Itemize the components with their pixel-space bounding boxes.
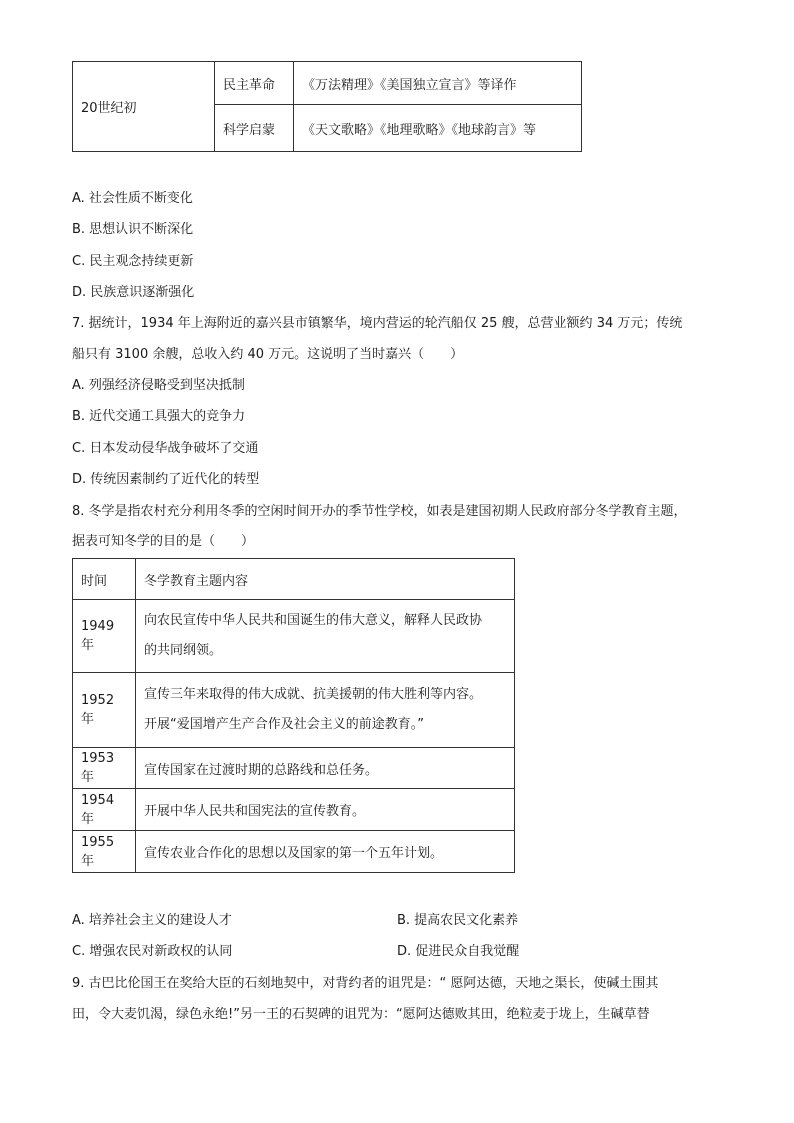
- content-line: 的共同纲领。: [144, 643, 223, 658]
- q6-option-b: B. 思想认识不断深化: [72, 222, 194, 237]
- q7-option-b: B. 近代交通工具强大的竞争力: [72, 409, 246, 424]
- table-row: [73, 831, 515, 873]
- table-row: [73, 600, 515, 673]
- content-cell: 《万法精理》《美国独立宣言》等译作: [294, 62, 582, 105]
- table-row: [73, 673, 515, 748]
- q7-stem-line1: 7. 据统计，1934 年上海附近的嘉兴县市镇繁华，境内营运的轮汽船仅 25 艘，总营业额约 34 万元；传统: [72, 316, 683, 331]
- content-line: 宣传国家在过渡时期的总路线和总任务。: [136, 748, 515, 789]
- q8-stem-line2: 据表可知冬学的目的是（ ）: [72, 534, 255, 549]
- q9-stem-line2: 田，令大麦饥渴，绿色永绝!”另一王的石契碑的诅咒为：“愿阿达德败其田，绝粒麦于垅上，生碱草替: [72, 1007, 650, 1022]
- content-line: 向农民宣传中华人民共和国诞生的伟大意义，解释人民政协: [144, 613, 483, 628]
- year-cell: 1955 年: [73, 831, 136, 873]
- q6-option-c: C. 民主观念持续更新: [72, 254, 194, 269]
- q6-option-a: A. 社会性质不断变化: [72, 191, 193, 206]
- top-table: [72, 61, 582, 152]
- year-cell: 1952 年: [73, 673, 136, 748]
- q6-option-d: D. 民族意识逐渐强化: [72, 285, 195, 300]
- q9-stem-line1: 9. 古巴比伦国王在奖给大臣的石刻地契中，对背约者的诅咒是：“ 愿阿达德，天地之渠长，使碱土围其: [72, 976, 659, 991]
- q8-option-d: D. 促进民众自我觉醒: [397, 944, 520, 959]
- table-row: [73, 789, 515, 831]
- category-cell: 科学启蒙: [215, 105, 294, 152]
- content-line: 宣传农业合作化的思想以及国家的第一个五年计划。: [136, 831, 515, 873]
- category-cell: 民主革命: [215, 62, 294, 105]
- content-cell: 《天文歌略》《地理歌略》《地球韵言》等: [294, 105, 582, 152]
- table-header: 时间: [73, 559, 136, 600]
- table-row: [73, 748, 515, 789]
- q7-option-a: A. 列强经济侵略受到坚决抵制: [72, 378, 245, 393]
- q7-stem-line2: 船只有 3100 余艘，总收入约 40 万元。这说明了当时嘉兴（ ）: [72, 347, 464, 362]
- year-cell: 1953 年: [73, 748, 136, 789]
- content-line: 宣传三年来取得的伟大成就、抗美援朝的伟大胜利等内容。: [144, 687, 483, 702]
- year-cell: 1954 年: [73, 789, 136, 831]
- q7-option-c: C. 日本发动侵华战争破坏了交通: [72, 441, 259, 456]
- table-header: 冬学教育主题内容: [136, 559, 515, 600]
- content-line: 开展中华人民共和国宪法的宣传教育。: [136, 789, 515, 831]
- q8-option-b: B. 提高农民文化素养: [397, 913, 519, 928]
- period-cell: 20世纪初: [73, 62, 215, 152]
- year-cell: 1949 年: [73, 600, 136, 673]
- q8-option-a: A. 培养社会主义的建设人才: [72, 913, 232, 928]
- content-line: 开展“爱国增产生产合作及社会主义的前途教育。”: [144, 717, 424, 732]
- q8-stem-line1: 8. 冬学是指农村充分利用冬季的空闲时间开办的季节性学校，如表是建国初期人民政府部分冬学教育主题，: [72, 504, 687, 519]
- q7-option-d: D. 传统因素制约了近代化的转型: [72, 472, 260, 487]
- q8-table: [72, 558, 515, 873]
- q8-option-c: C. 增强农民对新政权的认同: [72, 944, 233, 959]
